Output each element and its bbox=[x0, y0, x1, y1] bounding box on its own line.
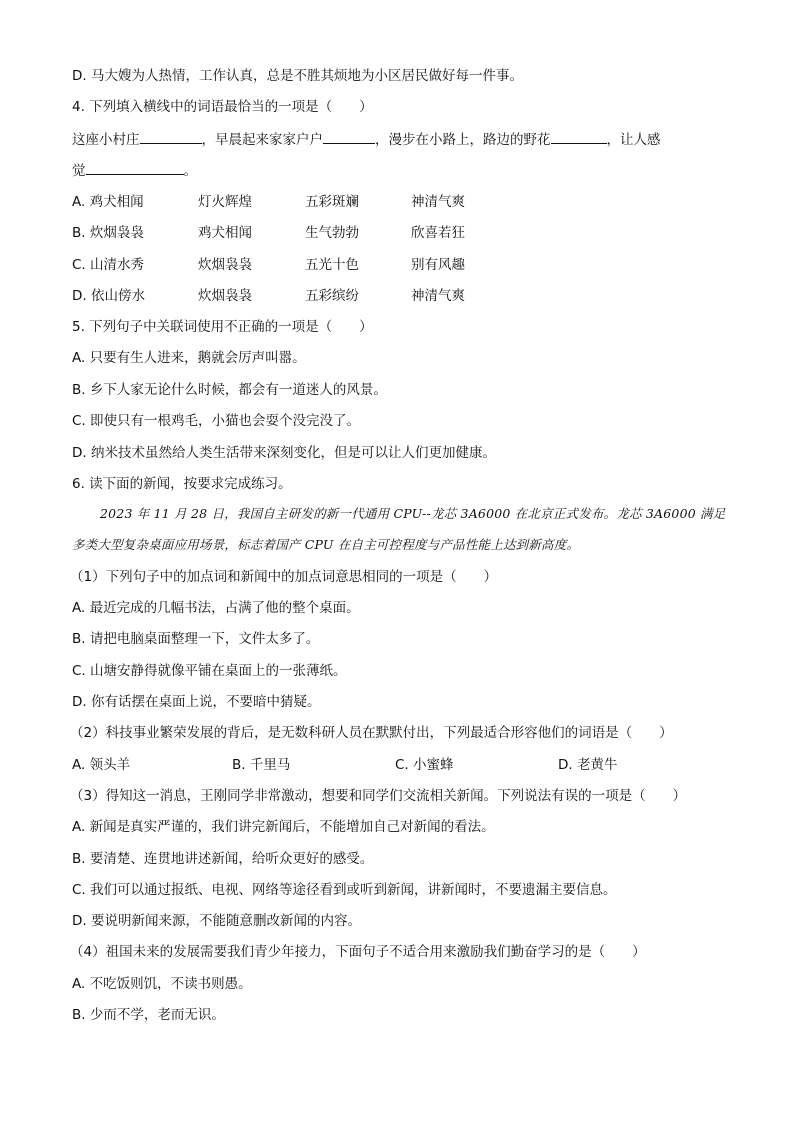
q4-sentence-part: ，让人感 bbox=[606, 132, 661, 148]
q4-sentence-part: ，早晨起来家家户户 bbox=[201, 132, 323, 148]
q6-sub3-option-c: C. 我们可以通过报纸、电视、网络等途径看到或听到新闻，讲新闻时，不要遗漏主要信息。 bbox=[72, 882, 617, 898]
q6-sub1-option-b: B. 请把电脑桌面整理一下，文件太多了。 bbox=[72, 631, 320, 647]
q4-stem: 4. 下列填入横线中的词语最恰当的一项是（ ） bbox=[72, 99, 373, 115]
q6-sub4-option-a: A. 不吃饭则饥，不读书则愚。 bbox=[72, 976, 252, 992]
q6-sub2-option-d: D. 老黄牛 bbox=[558, 757, 618, 773]
q5-option-d: D. 纳米技术虽然给人类生活带来深刻变化，但是可以让人们更加健康。 bbox=[72, 445, 496, 461]
q6-sub1-option-a: A. 最近完成的几幅书法，占满了他的整个桌面。 bbox=[72, 600, 360, 616]
q6-sub4-option-b: B. 少而不学，老而无识。 bbox=[72, 1007, 225, 1023]
q4-sentence-line1 bbox=[72, 129, 661, 150]
q6-sub3-option-a: A. 新闻是真实严谨的，我们讲完新闻后，不能增加自己对新闻的看法。 bbox=[72, 819, 495, 835]
q6-sub3-option-b: B. 要清楚、连贯地讲述新闻，给听众更好的感受。 bbox=[72, 851, 374, 867]
q6-sub2-stem: （2）科技事业繁荣发展的背后，是无数科研人员在默默付出，下列最适合形容他们的词语是（ ） bbox=[70, 725, 673, 741]
q6-sub2-option-a: A. 领头羊 bbox=[72, 757, 131, 773]
q5-option-a: A. 只要有生人进来，鹅就会厉声叫嚣。 bbox=[72, 350, 306, 366]
q6-sub2-option-b: B. 千里马 bbox=[232, 757, 291, 773]
exam-page: D. 马大嫂为人热情，工作认真，总是不胜其烦地为小区居民做好每一件事。 4. 下列填入横线中的词语最恰当的一项是（ ） 这座小村庄 ，早晨起来家家户户 ，漫步在小路上，路边的野花 ，让人感 觉 。 A. 鸡犬相闻 灯火辉煌 五彩斑斓 神清气爽 B. 炊烟袅袅 鸡犬相闻 生气勃勃 欣喜若狂 C. 山清水秀 炊烟袅袅 五光十色 别有风趣 D. 依山傍水 炊烟袅袅 五彩缤纷 神清气爽 5. 下列句子中关联词使用不正确的一项是（ ） A. 只要有生人进来，鹅就会厉声叫嚣。 B. 乡下人家无论什么时候，都会有一道迷人的风景。 C. 即使只有一根鸡毛，小猫也会耍个没完没了。 D. 纳米技术虽然给人类生活带来深刻变化，但是可以让人们更加健康。 6. 读下面的新闻，按要求完成练习。 2023 年 11 月 28 日，我国自主研发的新一代通用 CPU--龙芯 3A6000 在北京正式发布。龙芯 3A6000 满足 多类大型复杂桌面应用场景，标志着国产 CPU 在自主可控程度与产品性能上达到新高度。 （1）下列句子中的加点词和新闻中的加点词意思相同的一项是（ ） A. 最近完成的几幅书法，占满了他的整个桌面。 B. 请把电脑桌面整理一下，文件太多了。 C. 山塘安静得就像平铺在桌面上的一张薄纸。 D. 你有话摆在桌面上说，不要暗中猜疑。 （2）科技事业繁荣发展的背后，是无数科研人员在默默付出，下列最适合形容他们的词语是（ ） A. 领头羊 B. 千里马 C. 小蜜蜂 D. 老黄牛 （3）得知这一消息，王刚同学非常激动，想要和同学们交流相关新闻。下列说法有误的一项是（ ） A. 新闻是真实严谨的，我们讲完新闻后，不能增加自己对新闻的看法。 B. 要清楚、连贯地讲述新闻，给听众更好的感受。 C. 我们可以通过报纸、电视、网络等途径看到或听到新闻，讲新闻时，不要遗漏主要信息。 D. 要说明新闻来源，不能随意删改新闻的内容。 （4）祖国未来的发展需要我们青少年接力，下面句子不适合用来激励我们勤奋学习的是（ ） A. 不吃饭则饥，不读书则愚。 B. 少而不学，老而无识。 bbox=[70, 68, 726, 1023]
q5-option-c: C. 即使只有一根鸡毛，小猫也会耍个没完没了。 bbox=[72, 413, 361, 429]
q4-sentence-part: 觉 bbox=[72, 163, 86, 179]
q6-stem: 6. 读下面的新闻，按要求完成练习。 bbox=[72, 476, 292, 492]
q5-option-b: B. 乡下人家无论什么时候，都会有一道迷人的风景。 bbox=[72, 382, 387, 398]
q4-sentence-part: 这座小村庄 bbox=[72, 132, 140, 148]
q6-sub4-stem: （4）祖国未来的发展需要我们青少年接力，下面句子不适合用来激励我们勤奋学习的是（ ） bbox=[70, 944, 646, 960]
q6-sub1-option-c: C. 山塘安静得就像平铺在桌面上的一张薄纸。 bbox=[72, 663, 347, 679]
q6-sub2-option-c: C. 小蜜蜂 bbox=[395, 757, 454, 773]
q4-sentence-part: ，漫步在小路上，路边的野花 bbox=[375, 132, 551, 148]
q4-sentence-line2 bbox=[72, 160, 197, 181]
q6-sub3-stem: （3）得知这一消息，王刚同学非常激动，想要和同学们交流相关新闻。下列说法有误的一项是（ ） bbox=[70, 788, 687, 804]
q4-blank-2 bbox=[323, 129, 375, 144]
q6-sub1-stem: （1）下列句子中的加点词和新闻中的加点词意思相同的一项是（ ） bbox=[70, 569, 498, 585]
q4-blank-1 bbox=[140, 129, 202, 144]
news-paragraph-line2: 多类大型复杂桌面应用场景，标志着国产 CPU 在自主可控程度与产品性能上达到新高度。 bbox=[72, 537, 580, 552]
q3-option-d: D. 马大嫂为人热情，工作认真，总是不胜其烦地为小区居民做好每一件事。 bbox=[72, 68, 523, 84]
q6-sub3-option-d: D. 要说明新闻来源，不能随意删改新闻的内容。 bbox=[72, 913, 361, 929]
q4-blank-4 bbox=[86, 160, 184, 175]
q5-stem: 5. 下列句子中关联词使用不正确的一项是（ ） bbox=[72, 319, 373, 335]
q6-sub1-option-d: D. 你有话摆在桌面上说，不要暗中猜疑。 bbox=[72, 694, 321, 710]
q4-blank-3 bbox=[551, 129, 607, 144]
news-paragraph-line1: 2023 年 11 月 28 日，我国自主研发的新一代通用 CPU--龙芯 3A6000 在北京正式发布。龙芯 3A6000 满足 bbox=[100, 506, 726, 521]
q4-sentence-part: 。 bbox=[183, 163, 197, 179]
